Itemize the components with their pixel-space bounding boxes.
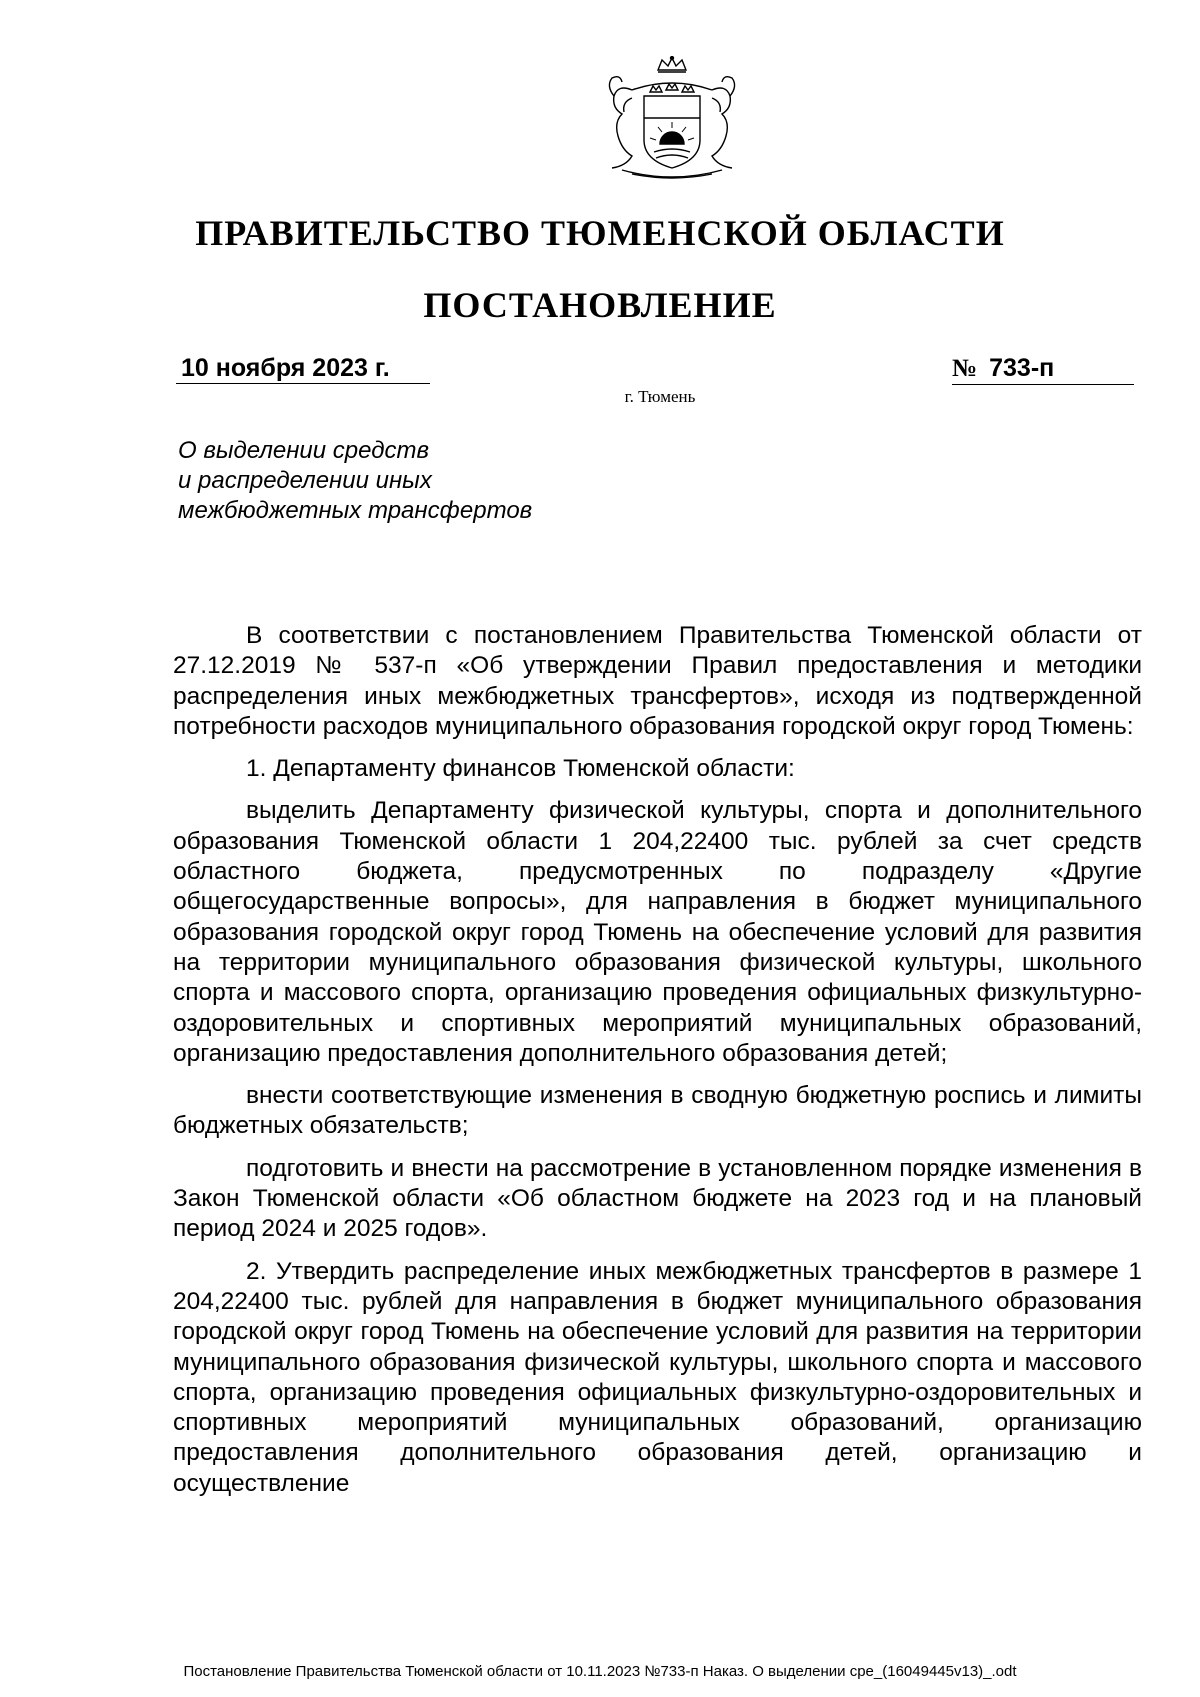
- body-paragraph: подготовить и внести на рассмотрение в установленном порядке изменения в Закон Тюменской области «Об областном бюджете на 2023 год и на плановый период 2024 и 2025 годов».: [173, 1154, 1142, 1243]
- organization-title: ПРАВИТЕЛЬСТВО ТЮМЕНСКОЙ ОБЛАСТИ: [195, 213, 1005, 253]
- document-type-title: ПОСТАНОВЛЕНИЕ: [423, 285, 777, 325]
- subject-line: межбюджетных трансфертов: [178, 497, 533, 524]
- page-footer: Постановление Правительства Тюменской области от 10.11.2023 №733-п Наказ. О выделении сре_(16049445v13)_.odt: [183, 1663, 1017, 1680]
- body-paragraph: внести соответствующие изменения в сводную бюджетную роспись и лимиты бюджетных обязательств;: [173, 1082, 1142, 1140]
- number-sign: №: [952, 355, 978, 382]
- document-subject: [178, 436, 698, 526]
- body-paragraph: 1. Департаменту финансов Тюменской области:: [246, 755, 795, 783]
- body-paragraph: 2. Утвердить распределение иных межбюджетных трансфертов в размере 1 204,22400 тыс. рублей для направления в бюджет муниципального образования городской округ город Тюмень на обеспечение условий для развития на территории муниципального образования физической культуры, школьного спорта и массового спорта, организацию проведения официальных физкультурно-оздоровительных и спортивных мероприятий муниципальных образований, организацию предоставления дополнительного образования детей, организацию и осуществление: [173, 1257, 1142, 1497]
- subject-line: О выделении средств: [178, 437, 430, 464]
- document-date: 10 ноября 2023 г.: [176, 352, 430, 384]
- subject-line: и распределении иных: [178, 467, 432, 494]
- body-paragraph: выделить Департаменту физической культуры, спорта и дополнительного образования Тюменской области 1 204,22400 тыс. рублей за счет средств областного бюджета, предусмотренных по подразделу «Другие общегосударственные вопросы», для направления в бюджет муниципального образования городской округ город Тюмень на обеспечение условий для развития на территории муниципального образования физической культуры, школьного спорта и массового спорта, организацию проведения официальных физкультурно-оздоровительных и спортивных мероприятий муниципальных образований, организацию предоставления дополнительного образования детей;: [173, 797, 1142, 1067]
- document-body: [173, 621, 1142, 1511]
- document-number: 733-п: [989, 354, 1055, 382]
- document-city: г. Тюмень: [624, 387, 696, 406]
- body-paragraph: В соответствии с постановлением Правительства Тюменской области от 27.12.2019 № 537-п «Об утверждении Правил предоставления и методики распределения иных межбюджетных трансфертов», исходя из подтвержденной потребности расходов муниципального образования городской округ город Тюмень:: [173, 622, 1142, 740]
- document-number-field: [952, 352, 1134, 385]
- coat-of-arms-icon: [592, 56, 752, 184]
